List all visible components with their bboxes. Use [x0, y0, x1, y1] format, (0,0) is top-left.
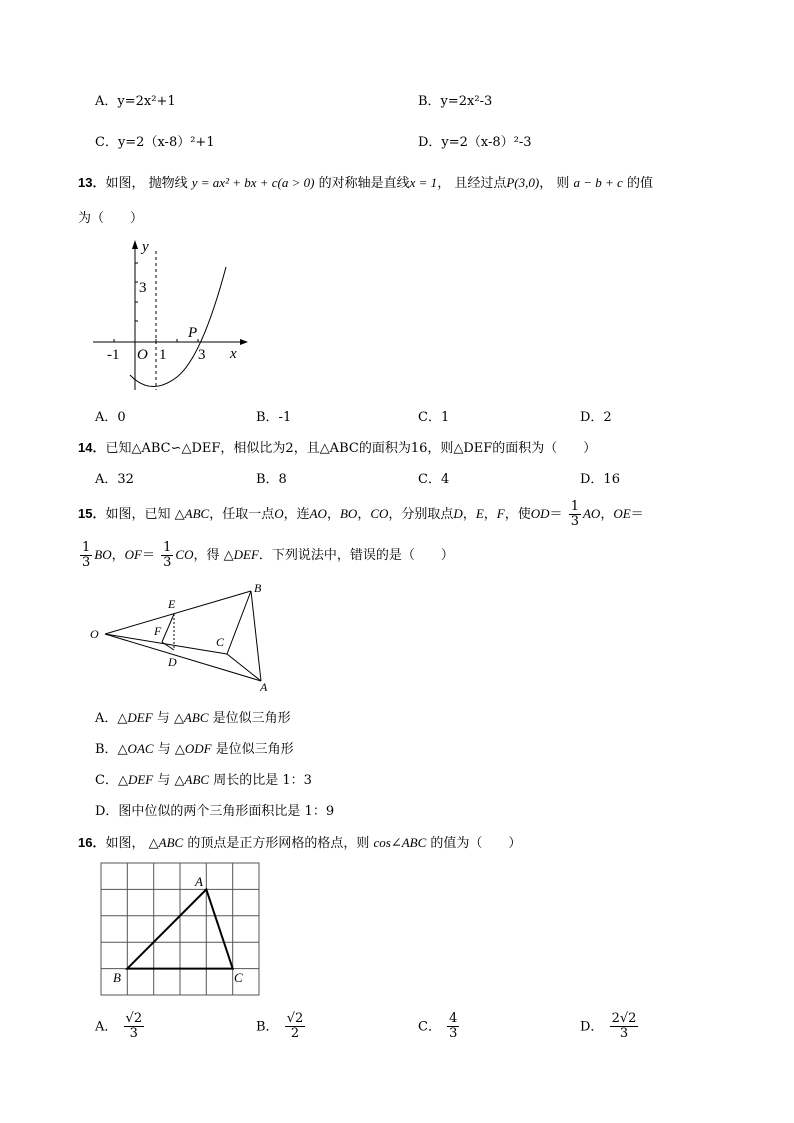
tri-1: △DEF	[117, 710, 153, 725]
opt-prefix: B．	[256, 1019, 279, 1035]
q14-text: 已知△ABC∽△DEF，相似比为2，且△ABC的面积为16，则△DEF的面积为（ ）	[105, 441, 597, 456]
q15-eq-2: ＝	[630, 507, 644, 522]
label-a: A	[195, 874, 203, 889]
label-f: F	[154, 624, 162, 638]
opt-prefix: D．	[580, 1019, 604, 1035]
tick-label-neg1: -1	[107, 347, 120, 363]
opt-post: 周长的比是 1：3	[209, 773, 312, 788]
label-d: D	[168, 655, 177, 669]
q13-formula-point: P(3,0)	[506, 175, 540, 190]
seg-ef	[162, 614, 174, 642]
q15-comma-2: ，	[357, 507, 371, 522]
opt-prefix: C．	[95, 773, 118, 788]
label-b: B	[254, 581, 262, 595]
q16-cos: cos∠ABC	[373, 835, 427, 850]
q12-option-d: D．y=2（x-8）²-3	[418, 135, 532, 150]
q14-option-a: A．32	[95, 472, 134, 487]
tri-1: △OAC	[117, 741, 154, 756]
opt-prefix: C．	[418, 1019, 441, 1035]
frac-den: 3	[129, 1026, 138, 1042]
opt-mid: 与	[153, 742, 175, 757]
seg-ab	[251, 591, 261, 681]
origin-label: O	[137, 347, 148, 363]
q16-grid-figure	[98, 860, 264, 1000]
seg-ob	[105, 591, 251, 634]
q15-seg-od: OD	[530, 506, 550, 521]
q15-seg-ao-2: AO	[582, 506, 601, 521]
q16-option-c	[418, 1012, 461, 1042]
q15-point-o: O	[274, 506, 284, 521]
seg-oc	[105, 634, 227, 654]
q12-option-a: A．y=2x²+1	[95, 94, 176, 109]
frac-num: 2√2	[611, 1011, 637, 1026]
q15-seg-co: CO	[370, 506, 389, 521]
q14-option-b: B．8	[256, 472, 287, 487]
frac-num: 1	[163, 539, 172, 555]
q15-point-f: F	[496, 506, 505, 521]
q14-option-c: C．4	[418, 472, 450, 487]
q13-formula-parabola: y = ax² + bx + c(a > 0)	[191, 175, 315, 190]
q15-text-e: ，使	[504, 507, 531, 522]
q15-text-a: 如图，已知	[105, 507, 171, 522]
x-axis-label: x	[230, 346, 237, 362]
q15-comma-5: ，	[600, 507, 614, 522]
q13-number: 13．	[78, 175, 106, 190]
q15-tri-def: △DEF	[223, 547, 259, 562]
label-b: B	[113, 970, 121, 985]
q16-text-c: 的值为（ ）	[430, 836, 522, 851]
x-axis-arrow	[240, 339, 248, 345]
q15-seg-oe: OE	[613, 506, 631, 521]
q13-formula-axis: x = 1	[409, 175, 438, 190]
q13-text-a: 如图， 抛物线	[105, 176, 188, 191]
tri-1: △DEF	[117, 772, 154, 787]
frac-num: √2	[125, 1011, 143, 1026]
q16-option-d	[580, 1012, 640, 1042]
seg-ca	[227, 654, 261, 681]
frac-num: 4	[449, 1011, 458, 1026]
q15-option-b	[95, 738, 294, 757]
frac-den: 3	[163, 555, 172, 570]
q15-comma-1: ，	[326, 507, 340, 522]
y-axis-label: y	[142, 239, 149, 255]
q15-point-e: E	[475, 506, 484, 521]
q13-text-e: 的值	[626, 176, 653, 191]
point-p-label: P	[188, 325, 198, 341]
opt-fraction	[610, 1012, 639, 1042]
opt-mid: 与	[153, 773, 175, 788]
q15-fraction-2	[80, 541, 92, 571]
q15-seg-bo-2: BO	[94, 547, 112, 562]
q13-text-b: 的对称轴是直线	[318, 176, 410, 191]
opt-fraction	[285, 1012, 306, 1042]
q15-point-d: D	[453, 506, 463, 521]
q14-option-d: D．16	[580, 472, 620, 487]
opt-mid: 与	[152, 711, 174, 726]
q16-option-a	[95, 1012, 146, 1042]
tri-2: △ABC	[173, 710, 209, 725]
q15-comma-3: ，	[462, 507, 476, 522]
q13-option-d: D．2	[580, 410, 612, 425]
q15-number: 15．	[78, 506, 106, 521]
frac-den: 3	[82, 555, 91, 570]
q16-stem	[78, 832, 521, 851]
q15-option-c	[95, 769, 312, 788]
q15-text-g: ．下列说法中，错误的是（ ）	[258, 548, 454, 563]
q13-formula-expr: a − b + c	[573, 175, 623, 190]
frac-num: √2	[286, 1011, 304, 1026]
q13-stem-line1	[78, 172, 653, 191]
label-a: A	[260, 680, 268, 694]
q15-text-c: ，连	[283, 507, 310, 522]
q15-homothety-figure	[88, 578, 278, 698]
q12-option-c: C．y=2（x-8）²+1	[95, 135, 215, 150]
tri-2: △ODF	[174, 741, 212, 756]
q15-option-a	[95, 707, 291, 726]
tick-label-1: 1	[159, 347, 167, 363]
label-c: C	[234, 970, 243, 985]
q15-fraction-1	[569, 500, 581, 530]
q15-option-d: D．图中位似的两个三角形面积比是 1：9	[95, 804, 335, 819]
label-o: O	[90, 627, 99, 641]
opt-prefix: A．	[95, 711, 118, 726]
q13-text-c: ， 且经过点	[437, 176, 507, 191]
q15-seg-ao: AO	[309, 506, 327, 521]
tick-label-3x: 3	[198, 347, 206, 363]
q15-seg-of: OF	[124, 547, 142, 562]
q16-number: 16．	[78, 835, 106, 850]
tick-label-3y: 3	[139, 280, 147, 296]
label-c: C	[216, 635, 225, 649]
seg-bc	[227, 591, 251, 654]
q15-eq-3: ＝	[141, 548, 155, 563]
frac-den: 3	[449, 1026, 458, 1042]
q13-option-a: A．0	[95, 410, 126, 425]
q14-stem	[78, 437, 596, 456]
q15-stem-line2	[78, 535, 454, 576]
q13-option-c: C．1	[418, 410, 450, 425]
q16-text-b: 的顶点是正方形网格的格点，则	[187, 836, 370, 851]
q13-stem-line2: 为（ ）	[78, 211, 144, 226]
y-axis-arrow	[132, 240, 138, 249]
frac-num: 1	[82, 539, 91, 555]
q15-comma-4: ，	[483, 507, 497, 522]
q16-text-a: 如图，	[105, 836, 145, 851]
q13-text-d: ， 则	[539, 176, 570, 191]
q15-seg-bo: BO	[339, 506, 358, 521]
label-e: E	[168, 597, 176, 611]
frac-den: 3	[619, 1026, 629, 1042]
q14-number: 14．	[78, 440, 106, 455]
q15-stem-line1	[78, 494, 644, 535]
q16-tri: △ABC	[148, 835, 184, 850]
q15-text-f: ，得	[193, 548, 220, 563]
q13-option-b: B．-1	[256, 410, 292, 425]
seg-fd	[162, 642, 174, 650]
frac-num: 1	[570, 498, 579, 514]
q13-parabola-graph	[88, 235, 258, 395]
opt-post: 是位似三角形	[211, 742, 294, 757]
opt-prefix: A．	[95, 1019, 118, 1035]
opt-fraction	[124, 1012, 145, 1042]
q16-option-b	[256, 1012, 307, 1042]
q15-text-b: ，任取一点	[209, 507, 275, 522]
tri-2: △ABC	[174, 772, 210, 787]
q15-fraction-3	[161, 541, 173, 571]
q15-seg-co-2: CO	[175, 547, 194, 562]
frac-den: 2	[290, 1026, 300, 1042]
seg-oa	[105, 634, 261, 681]
opt-fraction	[447, 1012, 459, 1042]
q15-comma-6: ，	[111, 548, 125, 563]
opt-prefix: B．	[95, 742, 118, 757]
q15-eq-1: ＝	[549, 507, 563, 522]
opt-post: 是位似三角形	[208, 711, 291, 726]
q15-text-d: ，分别取点	[388, 507, 454, 522]
q12-option-b: B．y=2x²-3	[418, 94, 493, 109]
frac-den: 3	[570, 514, 579, 529]
q15-tri-abc: △ABC	[174, 506, 210, 521]
